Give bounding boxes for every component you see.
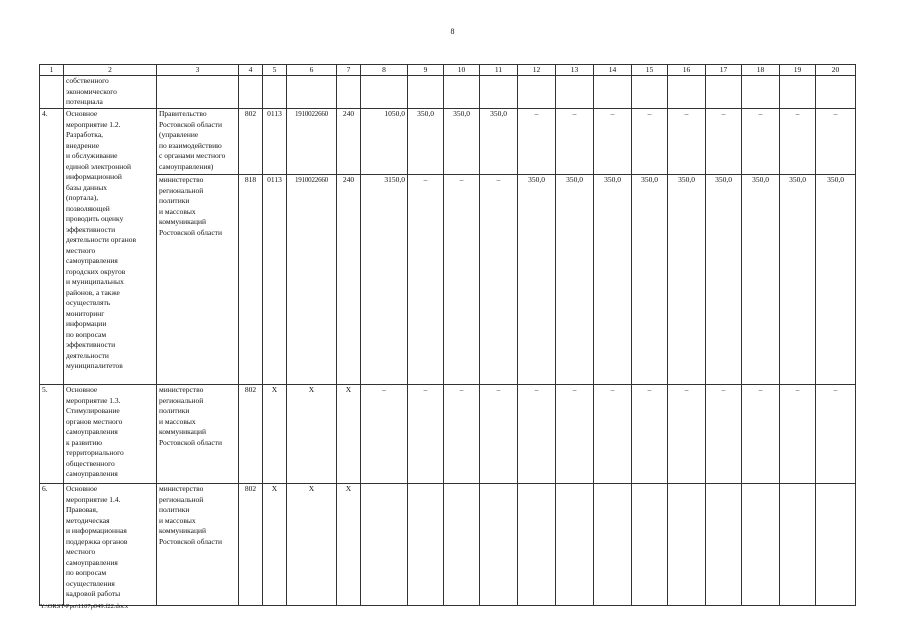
executor-cell: министерство региональной политики и массовых коммуникаций Ростовской области [157,175,239,385]
year-value-cell: 350,0 [742,175,780,385]
year-value-cell [556,484,594,606]
expense-type-cell: 240 [337,109,361,175]
year-value-cell [632,484,668,606]
year-value-cell: – [594,385,632,484]
expense-type-cell: 240 [337,175,361,385]
year-value-cell: – [444,175,480,385]
row-number-cell: 5. [40,385,64,484]
target-article-cell: Х [287,484,337,606]
year-value-cell [518,484,556,606]
year-value-cell: – [518,385,556,484]
table-row [40,484,856,606]
target-article-cell: Х [287,385,337,484]
column-header: 20 [816,65,856,76]
column-header: 11 [480,65,518,76]
table-row [40,175,856,385]
target-article-cell: 1910022660 [287,175,337,385]
gp-code-cell: 818 [239,175,263,385]
total-cell: – [361,385,408,484]
row-number-cell: 4. [40,109,64,385]
year-value-cell: – [518,109,556,175]
column-header: 12 [518,65,556,76]
column-header: 5 [263,65,287,76]
year-value-cell: 350,0 [408,109,444,175]
column-header: 13 [556,65,594,76]
year-value-cell [668,484,706,606]
event-name-cell: собственного экономического потенциала [64,76,157,109]
year-value-cell: 350,0 [556,175,594,385]
year-value-cell: – [632,385,668,484]
year-value-cell [408,484,444,606]
year-value-cell [780,484,816,606]
event-name-cell: Основное мероприятие 1.2. Разработка, внедрение и обслуживание единой электронной информационной базы данных (портала), позволяющей проводить оценку эффективности деятельности органов местного самоуправления городских округов и муниципальных районов, а также осуществлять мониторинг информации по вопросам эффективности деятельности муниципалитетов [64,109,157,385]
year-value-cell [816,484,856,606]
column-header: 3 [157,65,239,76]
column-header: 2 [64,65,157,76]
executor-cell: министерство региональной политики и массовых коммуникаций Ростовской области [157,385,239,484]
gp-code-cell: 802 [239,109,263,175]
year-value-cell [480,484,518,606]
column-header: 14 [594,65,632,76]
column-header: 17 [706,65,742,76]
column-header: 16 [668,65,706,76]
total-cell: 3150,0 [361,175,408,385]
column-header: 1 [40,65,64,76]
column-number-row [40,65,856,76]
column-header: 10 [444,65,480,76]
file-path-footer: Y:\ORST-Ppo\1107p049.f22.docx [40,603,129,610]
year-value-cell: – [706,109,742,175]
year-value-cell: 350,0 [706,175,742,385]
year-value-cell: – [408,385,444,484]
year-value-cell: – [780,109,816,175]
section-code-cell: 0113 [263,175,287,385]
gp-code-cell: 802 [239,484,263,606]
column-header: 8 [361,65,408,76]
year-value-cell: – [408,175,444,385]
row-number-cell [40,76,64,109]
table-row [40,76,856,109]
event-name-cell: Основное мероприятие 1.4. Правовая, методическая и информационная поддержка органов местного самоуправления по вопросам осуществления кадровой работы [64,484,157,606]
total-cell [361,484,408,606]
year-value-cell: – [668,109,706,175]
year-value-cell [444,484,480,606]
executor-cell: министерство региональной политики и массовых коммуникаций Ростовской области [157,484,239,606]
year-value-cell [594,484,632,606]
section-code-cell: 0113 [263,109,287,175]
column-header: 18 [742,65,780,76]
year-value-cell: – [594,109,632,175]
gp-code-cell: 802 [239,385,263,484]
year-value-cell: 350,0 [668,175,706,385]
year-value-cell: – [816,109,856,175]
column-header: 7 [337,65,361,76]
page-number: 8 [450,27,455,36]
year-value-cell: 350,0 [518,175,556,385]
year-value-cell: 350,0 [480,109,518,175]
year-value-cell: – [706,385,742,484]
year-value-cell: – [668,385,706,484]
year-value-cell: 350,0 [444,109,480,175]
column-header: 4 [239,65,263,76]
target-article-cell: 1910022660 [287,109,337,175]
year-value-cell: 350,0 [632,175,668,385]
event-name-cell: Основное мероприятие 1.3. Стимулирование органов местного самоуправления к развитию территориального общественного самоуправления [64,385,157,484]
year-value-cell: – [480,385,518,484]
section-code-cell: Х [263,484,287,606]
column-header: 6 [287,65,337,76]
column-header: 15 [632,65,668,76]
column-header: 19 [780,65,816,76]
year-value-cell: – [444,385,480,484]
expense-type-cell: Х [337,385,361,484]
budget-table [39,64,856,606]
year-value-cell: – [742,385,780,484]
expense-type-cell: Х [337,484,361,606]
year-value-cell: – [780,385,816,484]
year-value-cell: 350,0 [594,175,632,385]
total-cell: 1050,0 [361,109,408,175]
row-number-cell: 6. [40,484,64,606]
table-row [40,109,856,175]
column-header: 9 [408,65,444,76]
year-value-cell: – [556,385,594,484]
year-value-cell: 350,0 [780,175,816,385]
section-code-cell: Х [263,385,287,484]
year-value-cell: – [742,109,780,175]
executor-cell: Правительство Ростовской области (управление по взаимодействию с органами местного самоуправления) [157,109,239,175]
year-value-cell [742,484,780,606]
year-value-cell: – [480,175,518,385]
year-value-cell: – [632,109,668,175]
year-value-cell [706,484,742,606]
table-row [40,385,856,484]
year-value-cell: – [816,385,856,484]
year-value-cell: – [556,109,594,175]
year-value-cell: 350,0 [816,175,856,385]
